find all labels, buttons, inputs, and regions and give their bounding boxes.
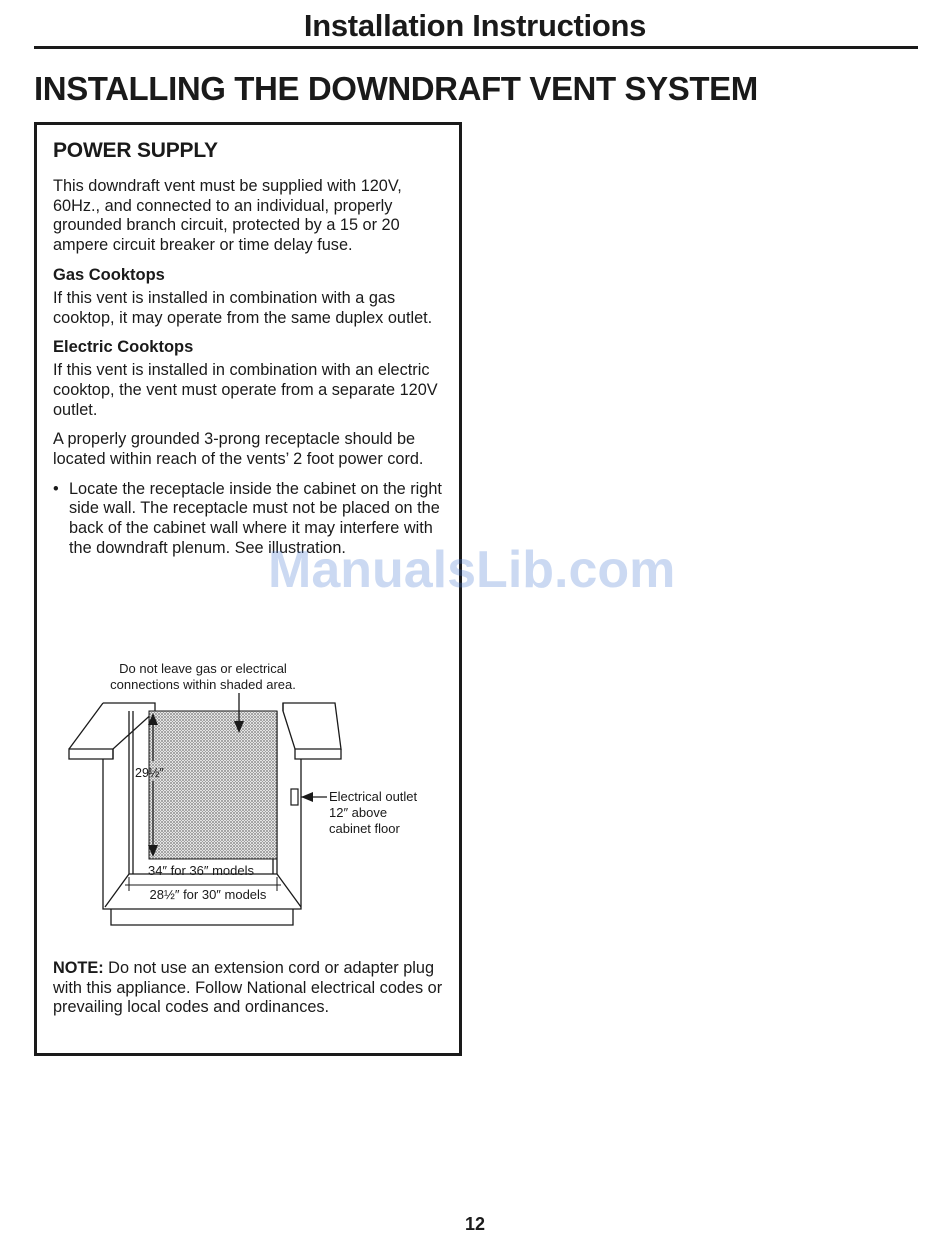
electric-cooktops-text: If this vent is installed in combination with an electric cooktop, the vent must operate from a separate 120V outlet. [53, 361, 438, 419]
countertop-right [283, 703, 341, 759]
outlet-arrowhead-icon [301, 792, 313, 802]
page-header-title: Installation Instructions [303, 8, 647, 43]
countertop-left [69, 703, 155, 759]
watermark: ManualsLib.com [268, 541, 676, 599]
note-paragraph [53, 959, 448, 1018]
height-dimension-label: 29½″ [135, 766, 164, 780]
page-number: 12 [464, 1214, 486, 1234]
width-36-label: 34″ for 36″ models [147, 863, 255, 878]
electric-cooktops-heading: Electric Cooktops [53, 338, 194, 357]
panel-content [53, 139, 448, 559]
section-title: INSTALLING THE DOWNDRAFT VENT SYSTEM [34, 70, 758, 107]
power-supply-intro: This downdraft vent must be supplied with 120V, 60Hz., and connected to an individual, properly grounded branch circuit, protected by a 15 or 20 ampere circuit breaker or time delay fuse. [53, 177, 402, 255]
bullet-dot-icon: • [53, 479, 59, 498]
diagram-caption-line2: connections within shaded area. [110, 677, 296, 692]
gas-cooktops-heading: Gas Cooktops [53, 265, 165, 284]
power-supply-heading: POWER SUPPLY [53, 139, 218, 162]
outlet-label-line3: cabinet floor [329, 821, 400, 836]
cabinet-diagram [65, 659, 445, 959]
bullet-text: Locate the receptacle inside the cabinet on the right side wall. The receptacle must not be placed on the back of the cabinet wall where it may interfere with the downdraft plenum. See illustration. [69, 479, 442, 557]
outlet-label-line2: 12″ above [329, 805, 388, 820]
outlet-label-line1: Electrical outlet [329, 789, 418, 804]
note-label: NOTE: [53, 959, 104, 977]
diagram-caption-line1: Do not leave gas or electrical [119, 661, 287, 676]
gas-cooktops-text: If this vent is installed in combination with a gas cooktop, it may operate from the same duplex outlet. [53, 288, 433, 327]
width-30-label: 28½″ for 30″ models [149, 887, 267, 902]
receptacle-text: A properly grounded 3-prong receptacle should be located within reach of the vents’ 2 foot power cord. [53, 430, 424, 469]
note-text: Do not use an extension cord or adapter plug with this appliance. Follow National electrical codes or prevailing local codes and ordinances. [53, 959, 443, 1017]
receptacle-location-bullet [53, 480, 448, 559]
power-supply-panel [34, 122, 462, 1056]
shaded-area [149, 711, 277, 859]
header-rule [34, 46, 918, 49]
electrical-outlet-icon [291, 789, 298, 805]
